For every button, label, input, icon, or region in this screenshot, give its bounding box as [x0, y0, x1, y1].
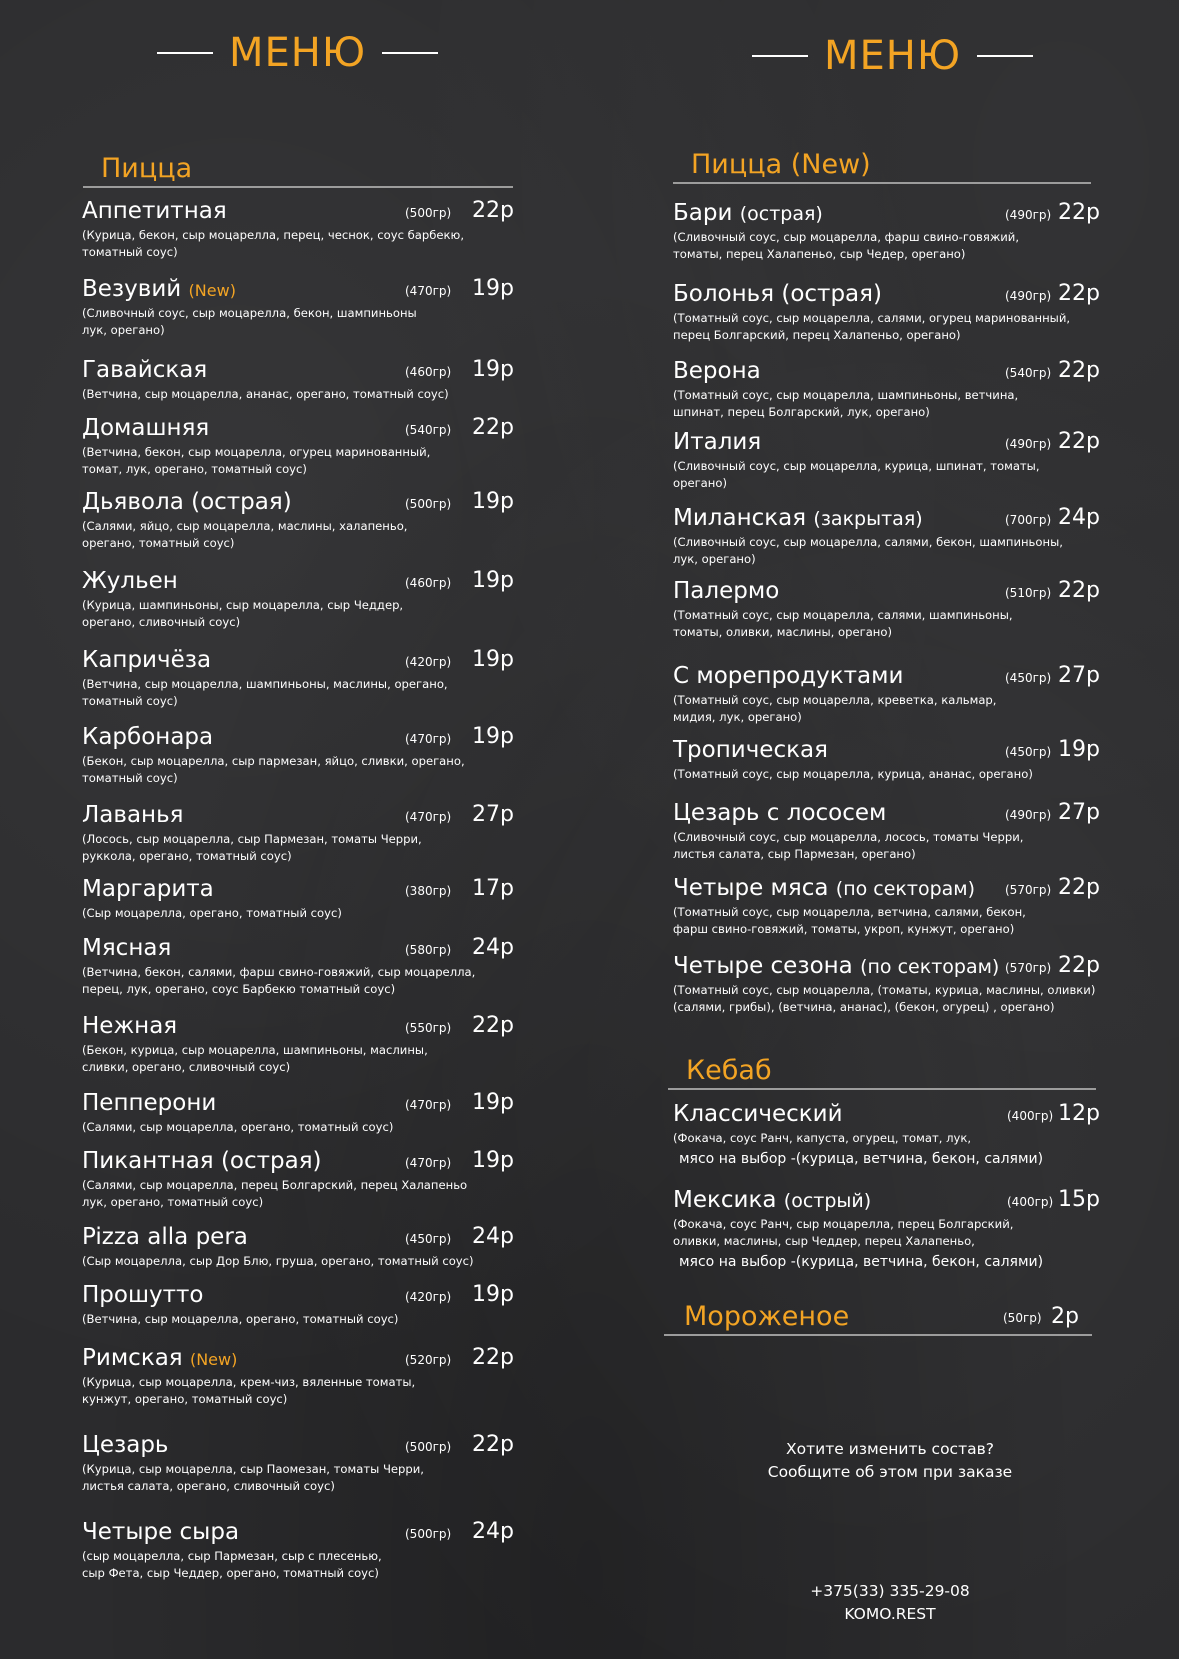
menu-item [82, 1343, 532, 1406]
right-menu-column [590, 0, 1179, 1659]
menu-item [673, 873, 1118, 936]
item-title: Болонья (острая) [673, 281, 882, 307]
item-name [673, 873, 975, 904]
item-price: 22р [1058, 875, 1100, 900]
description-line: (Томатный соус, сыр моцарелла, салями, огурец маринованный, [673, 311, 1071, 325]
item-title: Дьявола (острая) [82, 489, 292, 515]
item-title: Прошутто [82, 1282, 204, 1308]
item-title: Мясная [82, 935, 172, 961]
item-description [82, 305, 417, 339]
menu-item [82, 1430, 532, 1493]
item-weight: (490гр) [1005, 208, 1052, 222]
item-description [673, 692, 996, 726]
item-weight: (500гр) [405, 206, 452, 220]
description-line: (Томатный соус, сыр моцарелла, курица, ананас, орегано) [673, 767, 1033, 781]
item-description [82, 1177, 467, 1211]
menu-item [82, 1517, 532, 1580]
item-name [82, 645, 211, 675]
item-price: 24р [1058, 505, 1100, 530]
item-price: 22р [472, 1432, 514, 1457]
item-note: (по секторам) [835, 878, 976, 900]
description-line: (Сливочный соус, сыр моцарелла, бекон, шампиньоны [82, 306, 417, 320]
menu-item [82, 874, 532, 934]
item-description [673, 904, 1026, 938]
item-weight: (400гр) [1007, 1109, 1054, 1123]
item-name [82, 722, 213, 752]
item-description [673, 829, 1023, 863]
menu-title-left [157, 30, 438, 76]
menu-item [82, 800, 532, 863]
item-weight: (450гр) [1005, 671, 1052, 685]
description-line: (Ветчина, бекон, сыр моцарелла, огурец маринованный, [82, 445, 431, 459]
meat-choice-line: мясо на выбор -(курица, ветчина, бекон, салями) [679, 1254, 1044, 1270]
item-price: 19р [472, 357, 514, 382]
contacts [740, 1580, 1040, 1626]
item-weight: (570гр) [1005, 961, 1052, 975]
item-weight: (470гр) [405, 732, 452, 746]
item-price: 19р [472, 724, 514, 749]
menu-item [673, 427, 1118, 490]
item-description [82, 1253, 474, 1270]
item-price: 19р [472, 1282, 514, 1307]
description-line: перец Болгарский, перец Халапеньо, орегано) [673, 328, 961, 342]
section-title: Пицца (New) [691, 149, 871, 180]
menu-item [673, 198, 1118, 261]
description-line: шпинат, перец Болгарский, лук, орегано) [673, 405, 930, 419]
item-description [82, 1374, 415, 1408]
item-name [82, 355, 207, 385]
item-title: Аппетитная [82, 198, 227, 224]
description-line: (Сливочный соус, сыр моцарелла, салями, бекон, шампиньоны, [673, 535, 1063, 549]
item-name [673, 951, 999, 982]
description-line: (Ветчина, бекон, салями, фарш свино-говяжий, сыр моцарелла, [82, 965, 476, 979]
menu-item [82, 1222, 532, 1282]
description-line: кунжут, орегано, томатный соус) [82, 1392, 288, 1406]
item-name [82, 487, 292, 517]
item-price: 19р [472, 489, 514, 514]
item-description [82, 753, 465, 787]
item-weight: (510гр) [1005, 586, 1052, 600]
item-description [82, 964, 475, 998]
item-weight: (490гр) [1005, 808, 1052, 822]
section-title: Пицца [101, 153, 193, 184]
description-line: лук, орегано) [673, 552, 756, 566]
section-kebab [668, 1052, 1096, 1090]
item-name [82, 1011, 177, 1041]
item-description [82, 386, 449, 403]
menu-title-text: МЕНЮ [824, 33, 962, 79]
menu-title-right [752, 33, 1033, 79]
description-line: сыр Фета, сыр Чеддер, орегано, томатный соус) [82, 1566, 379, 1580]
description-line: (салями, грибы), (ветчина, ананас), (бекон, огурец) , орегано) [673, 1000, 1055, 1014]
item-price: 19р [472, 568, 514, 593]
item-description [673, 229, 1019, 263]
item-description [82, 1311, 398, 1328]
item-note: (закрытая) [813, 508, 923, 530]
item-name [82, 1088, 216, 1118]
item-name [82, 1146, 322, 1176]
note-line: Сообщите об этом при заказе [767, 1463, 1013, 1481]
item-name [82, 1222, 248, 1252]
description-line: мидия, лук, орегано) [673, 710, 802, 724]
item-price: 24р [472, 1224, 514, 1249]
menu-item [82, 413, 532, 476]
item-description [82, 905, 342, 922]
item-name [82, 933, 171, 963]
description-line: (Сливочный соус, сыр моцарелла, курица, шпинат, томаты, [673, 459, 1040, 473]
item-weight: (460гр) [405, 576, 452, 590]
description-line: (Сливочный соус, сыр моцарелла, лосось, томаты Черри, [673, 830, 1024, 844]
description-line: (Томатный соус, сыр моцарелла, (томаты, курица, маслины, оливки) [673, 983, 1096, 997]
description-line: (Салями, яйцо, сыр моцарелла, маслины, халапеньо, [82, 519, 408, 533]
item-price: 22р [1058, 200, 1100, 225]
item-weight: (500гр) [405, 497, 452, 511]
item-title: Везувий [82, 276, 182, 302]
description-line: лук, орегано) [82, 323, 165, 337]
item-description [82, 444, 430, 478]
item-title: Четыре сезона [673, 953, 853, 979]
item-note: (острый) [783, 1190, 872, 1212]
item-title: Маргарита [82, 876, 214, 902]
menu-item [673, 661, 1118, 724]
item-title: Нежная [82, 1013, 178, 1039]
item-name [82, 196, 227, 226]
menu-item [82, 1088, 532, 1148]
item-name [673, 356, 761, 386]
item-weight: (570гр) [1005, 883, 1052, 897]
item-name [673, 279, 882, 309]
item-title: Бари [673, 200, 733, 226]
title-dash [977, 55, 1033, 57]
item-price: 22р [472, 1345, 514, 1370]
item-description [82, 1548, 382, 1582]
item-description [673, 766, 1033, 783]
item-weight: (380гр) [405, 884, 452, 898]
description-line: (Курица, сыр моцарелла, сыр Паомезан, томаты Черри, [82, 1462, 424, 1476]
item-description [82, 1461, 424, 1495]
item-title: Классический [673, 1101, 843, 1127]
description-line: руккола, орегано, томатный соус) [82, 849, 292, 863]
menu-item [82, 645, 532, 708]
item-title: Мексика [673, 1187, 777, 1213]
item-name [82, 800, 183, 830]
item-description [82, 597, 403, 631]
item-description [673, 982, 1095, 1016]
item-weight: (470гр) [405, 1098, 452, 1112]
description-line: орегано, сливочный соус) [82, 615, 241, 629]
description-line: (Томатный соус, сыр моцарелла, ветчина, салями, бекон, [673, 905, 1026, 919]
item-description [673, 607, 1013, 641]
item-name [673, 503, 923, 534]
item-weight: (580гр) [405, 943, 452, 957]
item-weight: (520гр) [405, 1353, 452, 1367]
menu-item [673, 798, 1118, 861]
item-title: Капричёза [82, 647, 212, 673]
item-name [673, 661, 903, 691]
description-line: оливки, маслины, сыр Чеддер, перец Халапеньо, [673, 1234, 975, 1248]
item-price: 12р [1058, 1101, 1100, 1126]
item-title: Римская [82, 1345, 183, 1371]
menu-item [82, 1146, 532, 1209]
item-weight: (540гр) [405, 423, 452, 437]
item-note: (острая) [739, 203, 823, 225]
description-line: (Лосось, сыр моцарелла, сыр Пармезан, томаты Черри, [82, 832, 422, 846]
icecream-name: Мороженое [684, 1301, 850, 1332]
meat-choice-line: мясо на выбор -(курица, ветчина, бекон, салями) [679, 1151, 1044, 1167]
item-weight: (550гр) [405, 1021, 452, 1035]
description-line: (Бекон, курица, сыр моцарелла, шампиньоны, маслины, [82, 1043, 428, 1057]
description-line: (Сливочный соус, сыр моцарелла, фарш свино-говяжий, [673, 230, 1020, 244]
menu-item [673, 279, 1118, 342]
item-name [673, 576, 779, 606]
item-price: 19р [472, 1148, 514, 1173]
description-line: (Курица, бекон, сыр моцарелла, перец, чеснок, соус барбекю, [82, 228, 465, 242]
item-title: Италия [673, 429, 762, 455]
item-title: Палермо [673, 578, 780, 604]
description-line: (Ветчина, сыр моцарелла, орегано, томатный соус) [82, 1312, 399, 1326]
item-title: Жульен [82, 568, 178, 594]
section-pizza [83, 150, 513, 188]
menu-item [82, 1280, 532, 1340]
item-description [82, 227, 464, 261]
item-price: 22р [1058, 578, 1100, 603]
item-name [673, 1099, 843, 1129]
section-title: Кебаб [686, 1055, 772, 1086]
item-description [82, 518, 407, 552]
menu-item [82, 1011, 532, 1074]
item-name [82, 413, 209, 443]
menu-item [82, 274, 532, 337]
item-weight: (470гр) [405, 284, 452, 298]
item-title: Лаванья [82, 802, 184, 828]
item-weight: (500гр) [405, 1440, 452, 1454]
item-name [82, 874, 214, 904]
item-price: 24р [472, 935, 514, 960]
item-weight: (460гр) [405, 365, 452, 379]
description-line: томатный соус) [82, 771, 178, 785]
item-price: 22р [472, 198, 514, 223]
item-price: 17р [472, 876, 514, 901]
item-price: 19р [472, 276, 514, 301]
description-line: (Салями, сыр моцарелла, перец Болгарский, перец Халапеньо [82, 1178, 468, 1192]
description-line: (Фокача, соус Ранч, сыр моцарелла, перец Болгарский, [673, 1217, 1014, 1231]
item-weight: (450гр) [1005, 745, 1052, 759]
new-badge: (New) [188, 281, 236, 300]
description-line: (Фокача, соус Ранч, капуста, огурец, томат, лук, [673, 1131, 972, 1145]
item-title: Цезарь с лососем [673, 800, 887, 826]
website-link[interactable]: KOMO.REST [844, 1605, 936, 1623]
description-line: томаты, перец Халапеньо, сыр Чедер, орегано) [673, 247, 966, 261]
title-dash [382, 52, 438, 54]
menu-item [82, 566, 532, 629]
description-line: томаты, оливки, маслины, орегано) [673, 625, 893, 639]
item-weight: (540гр) [1005, 366, 1052, 380]
menu-item [82, 355, 532, 415]
item-title: Верона [673, 358, 761, 384]
item-description [673, 534, 1063, 568]
menu-item [673, 1099, 1118, 1167]
item-weight: (470гр) [405, 1156, 452, 1170]
item-weight: (420гр) [405, 1290, 452, 1304]
menu-item [673, 503, 1118, 566]
item-price: 22р [1058, 358, 1100, 383]
item-name [673, 427, 761, 457]
item-title: Пепперони [82, 1090, 217, 1116]
description-line: сливки, орегано, сливочный соус) [82, 1060, 291, 1074]
item-price: 22р [1058, 953, 1100, 978]
item-name [82, 1280, 204, 1310]
item-name [82, 1517, 239, 1547]
description-line: (Сыр моцарелла, сыр Дор Блю, груша, орегано, томатный соус) [82, 1254, 474, 1268]
item-weight: (400гр) [1007, 1195, 1054, 1209]
item-price: 24р [472, 1519, 514, 1544]
menu-item [673, 1185, 1118, 1270]
item-name [673, 198, 823, 229]
item-weight: (700гр) [1005, 513, 1052, 527]
item-price: 22р [472, 415, 514, 440]
item-title: Цезарь [82, 1432, 169, 1458]
title-dash [157, 52, 213, 54]
item-weight: (490гр) [1005, 437, 1052, 451]
description-line: (Салями, сыр моцарелла, орегано, томатный соус) [82, 1120, 394, 1134]
description-line: (Курица, сыр моцарелла, крем-чиз, вяленные томаты, [82, 1375, 416, 1389]
icecream-price: 2р [1051, 1304, 1079, 1329]
item-note: (по секторам) [860, 956, 1000, 978]
description-line: фарш свино-говяжий, томаты, укроп, кунжут, орегано) [673, 922, 1015, 936]
new-badge: (New) [189, 1350, 238, 1369]
description-line: (Ветчина, сыр моцарелла, шампиньоны, маслины, орегано, [82, 677, 448, 691]
item-price: 19р [472, 1090, 514, 1115]
item-title: Пикантная (острая) [82, 1148, 322, 1174]
item-price: 22р [1058, 429, 1100, 454]
icecream-weight: (50гр) [1003, 1311, 1042, 1325]
item-description [673, 387, 1018, 421]
item-title: С морепродуктами [673, 663, 904, 689]
item-description [82, 831, 422, 865]
item-title: Четыре мяса [673, 875, 829, 901]
menu-item [673, 951, 1118, 1014]
item-title: Карбонара [82, 724, 214, 750]
change-composition-note [740, 1438, 1040, 1484]
item-description [673, 1216, 1013, 1250]
description-line: листья салата, орегано, сливочный соус) [82, 1479, 335, 1493]
item-price: 27р [472, 802, 514, 827]
item-price: 27р [1058, 800, 1100, 825]
item-name [673, 798, 886, 828]
menu-item [82, 196, 532, 259]
menu-item [82, 487, 532, 550]
item-weight: (450гр) [405, 1232, 452, 1246]
item-description [673, 310, 1070, 344]
item-weight: (420гр) [405, 655, 452, 669]
item-description [673, 458, 1040, 492]
title-dash [752, 55, 808, 57]
menu-title-text: МЕНЮ [229, 30, 367, 76]
item-description [673, 1130, 971, 1147]
item-title: Гавайская [82, 357, 208, 383]
description-line: (Сыр моцарелла, орегано, томатный соус) [82, 906, 342, 920]
description-line: томат, лук, орегано, томатный соус) [82, 462, 307, 476]
item-name [82, 566, 178, 596]
item-weight: (500гр) [405, 1527, 452, 1541]
description-line: орегано, томатный соус) [82, 536, 235, 550]
item-title: Миланская [673, 505, 807, 531]
note-line: Хотите изменить состав? [786, 1440, 994, 1458]
description-line: (Томатный соус, сыр моцарелла, шампиньоны, ветчина, [673, 388, 1019, 402]
menu-item [673, 576, 1118, 639]
section-icecream [664, 1298, 1092, 1336]
description-line: (Томатный соус, сыр моцарелла, салями, шампиньоны, [673, 608, 1013, 622]
item-name [673, 735, 828, 765]
description-line: (Томатный соус, сыр моцарелла, креветка, кальмар, [673, 693, 997, 707]
item-description [82, 1042, 428, 1076]
item-price: 27р [1058, 663, 1100, 688]
description-line: лук, орегано, томатный соус) [82, 1195, 264, 1209]
menu-item [82, 933, 532, 996]
item-title: Домашняя [82, 415, 210, 441]
description-line: (Ветчина, сыр моцарелла, ананас, орегано, томатный соус) [82, 387, 449, 401]
description-line: орегано) [673, 476, 727, 490]
item-price: 22р [472, 1013, 514, 1038]
menu-item [673, 356, 1118, 419]
item-title: Pizza alla pera [82, 1224, 248, 1250]
description-line: (Бекон, сыр моцарелла, сыр пармезан, яйцо, сливки, орегано, [82, 754, 465, 768]
item-description [82, 676, 448, 710]
item-name [82, 1343, 237, 1375]
description-line: (Курица, шампиньоны, сыр моцарелла, сыр Чеддер, [82, 598, 404, 612]
description-line: перец, лук, орегано, соус Барбекю томатный соус) [82, 982, 396, 996]
item-title: Тропическая [673, 737, 828, 763]
item-description [82, 1119, 393, 1136]
description-line: листья салата, сыр Пармезан, орегано) [673, 847, 916, 861]
description-line: томатный соус) [82, 694, 178, 708]
item-weight: (490гр) [1005, 289, 1052, 303]
item-price: 22р [1058, 281, 1100, 306]
menu-item [82, 722, 532, 785]
menu-item [673, 735, 1118, 795]
item-name [82, 1430, 169, 1460]
item-price: 19р [1058, 737, 1100, 762]
section-pizza-new [673, 146, 1091, 184]
phone-number[interactable]: +375(33) 335-29-08 [810, 1582, 970, 1600]
description-line: томатный соус) [82, 245, 178, 259]
item-name [82, 274, 236, 306]
description-line: (сыр моцарелла, сыр Пармезан, сыр с плесенью, [82, 1549, 382, 1563]
item-price: 19р [472, 647, 514, 672]
item-price: 15р [1058, 1187, 1100, 1212]
item-title: Четыре сыра [82, 1519, 240, 1545]
item-name [673, 1185, 871, 1216]
item-weight: (470гр) [405, 810, 452, 824]
